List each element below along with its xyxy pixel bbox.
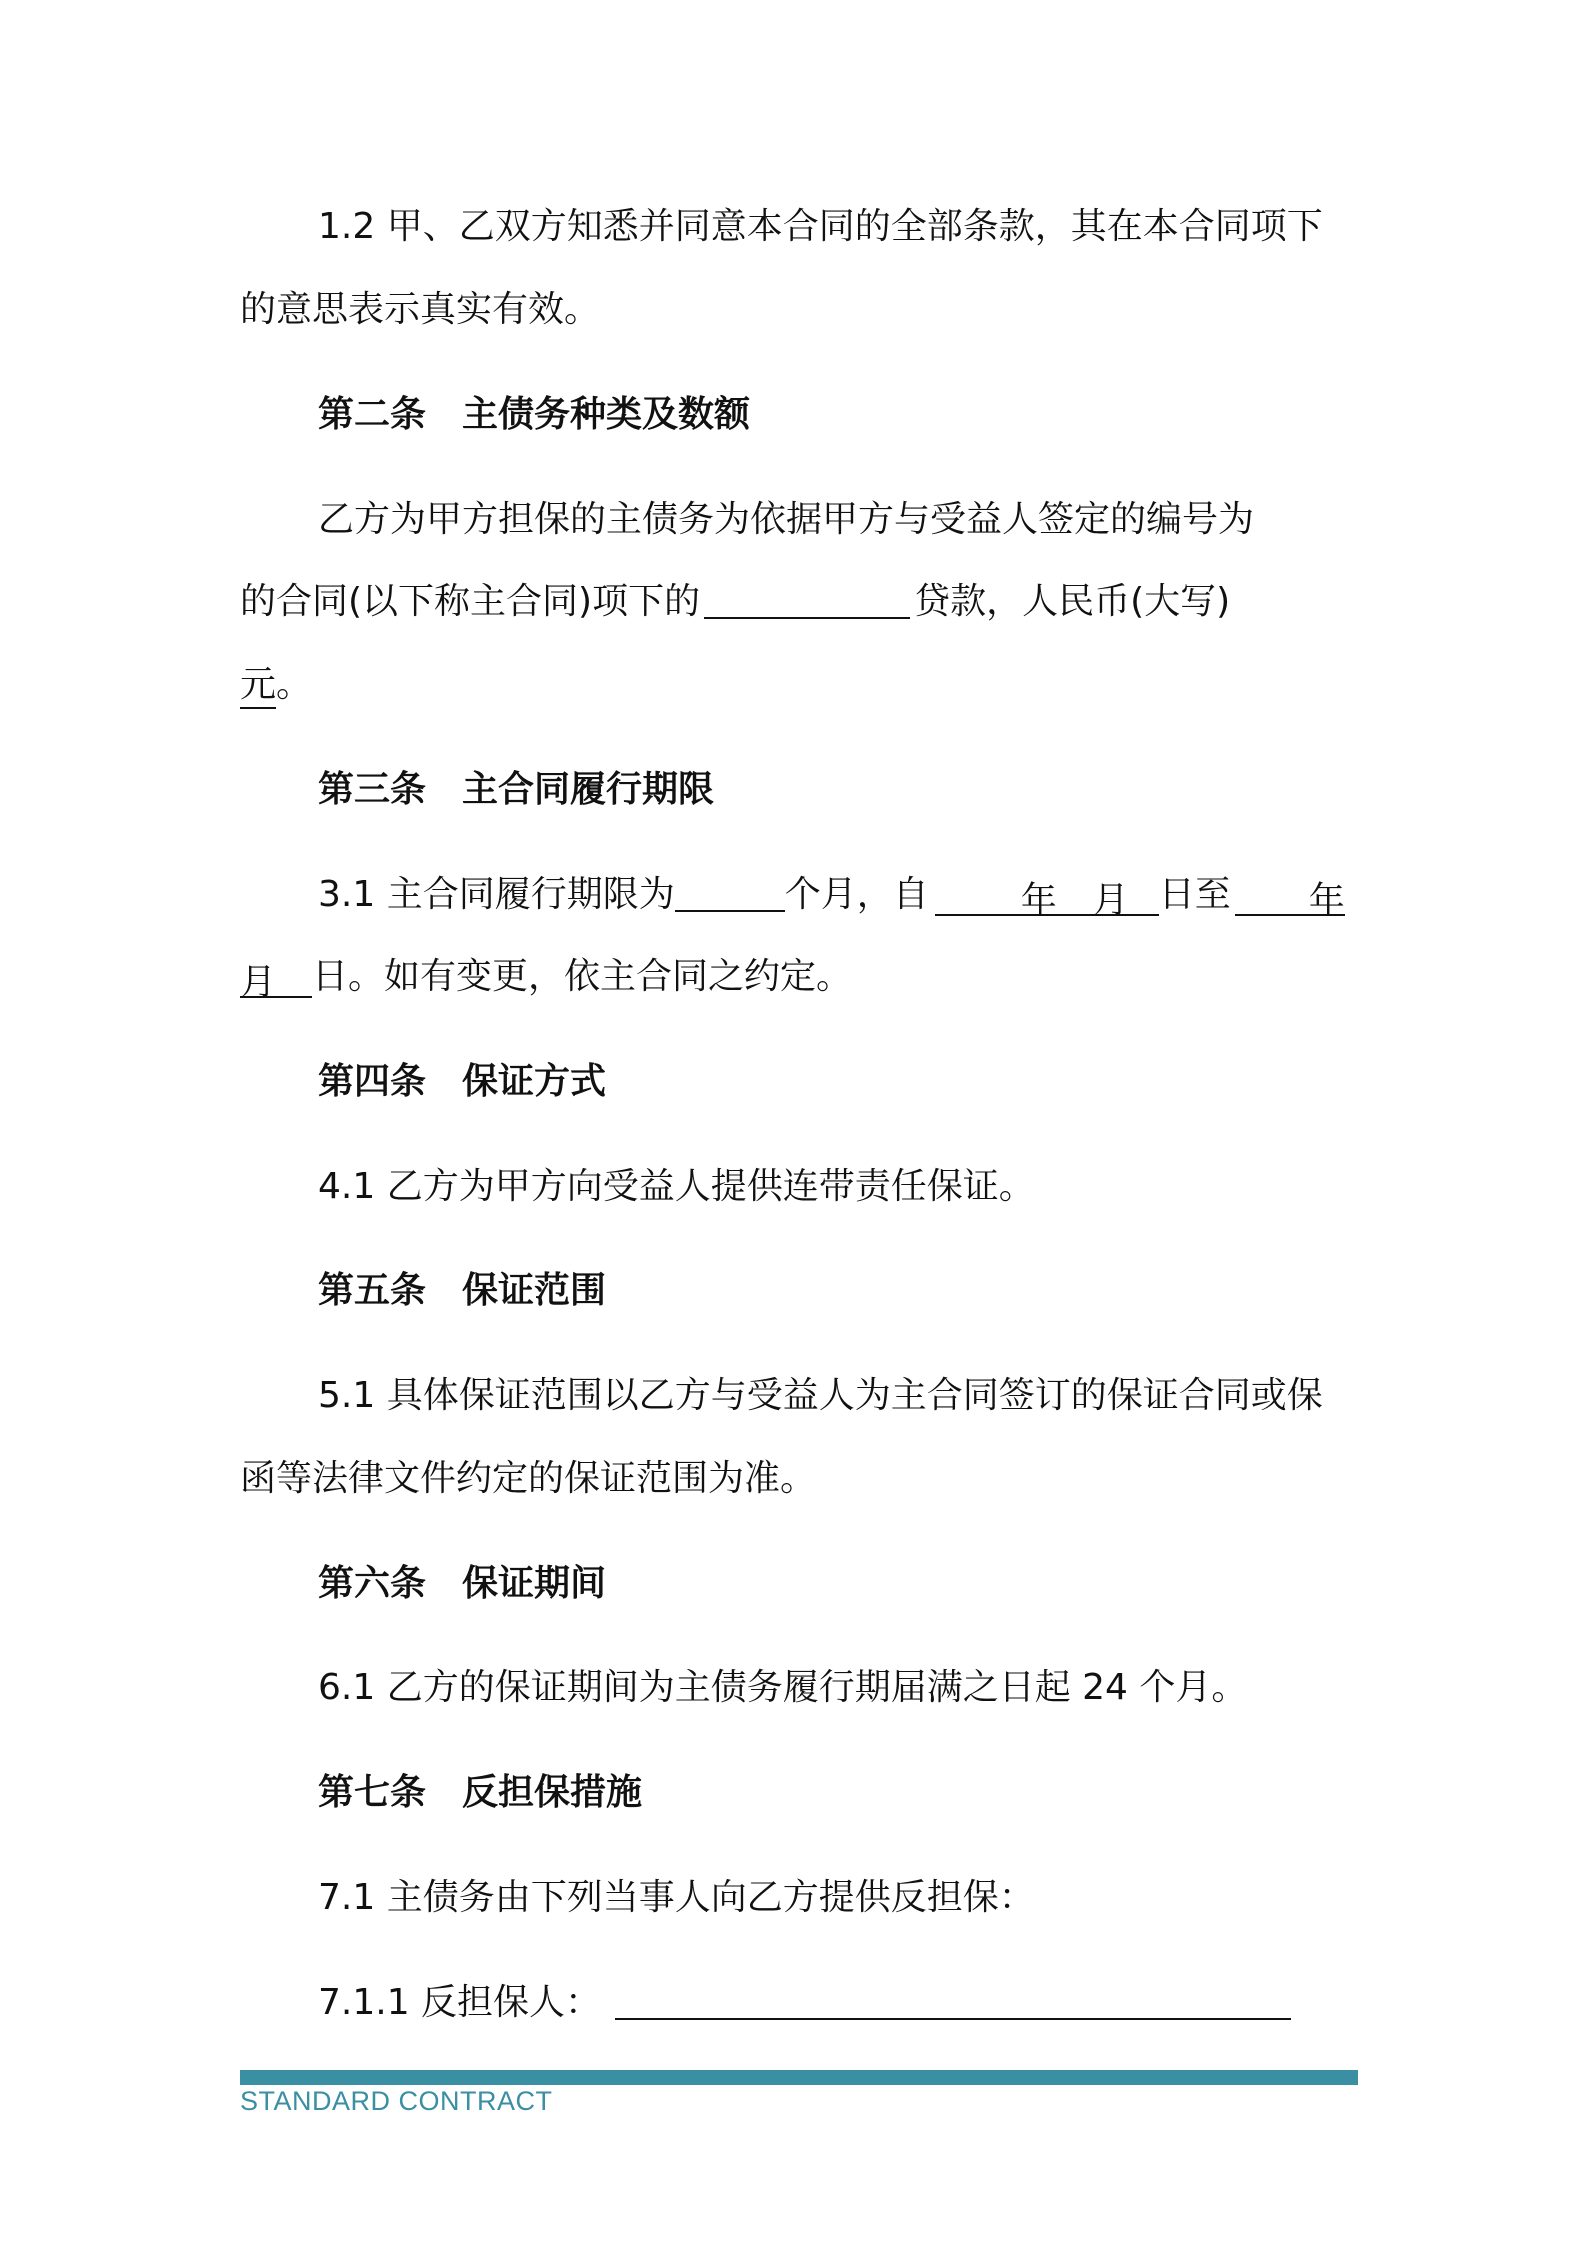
- clause-7-1-1: 7.1.1 反担保人：: [318, 1976, 1358, 2030]
- article-3-title: 主合同履行期限: [462, 769, 715, 810]
- article-2-heading: [318, 388, 1358, 442]
- clause-1-2-line-2: 的意思表示真实有效。: [240, 289, 601, 330]
- article-5-number: 第五条: [318, 1270, 427, 1311]
- clause-6-1: 6.1 乙方的保证期间为主债务履行期届满之日起 24 个月。: [318, 1667, 1248, 1708]
- article-2-number: 第二条: [318, 394, 427, 435]
- clause-4-1: 4.1 乙方为甲方向受益人提供连带责任保证。: [318, 1166, 1035, 1207]
- clause-5-1-line-1: 5.1 具体保证范围以乙方与受益人为主合同签订的保证合同或保: [318, 1375, 1323, 1416]
- article-6-number: 第六条: [318, 1563, 427, 1604]
- article-2-line-2: 的合同(以下称主合同)项下的 贷款，人民币(大写): [240, 575, 1358, 629]
- article-5-title: 保证范围: [462, 1270, 607, 1311]
- clause-5-1-line-2: 函等法律文件约定的保证范围为准。: [240, 1458, 817, 1499]
- clause-3-1-line-1: 3.1 主合同履行期限为 个月，自 年 月 日至 年: [318, 868, 1358, 922]
- article-3-number: 第三条: [318, 769, 427, 810]
- article-5-heading: [318, 1264, 1358, 1318]
- article-7-title: 反担保措施: [462, 1772, 643, 1813]
- start-date-blank[interactable]: 年 月: [935, 874, 1159, 916]
- end-month-blank[interactable]: 月: [240, 956, 312, 998]
- amount-blank[interactable]: 元: [240, 664, 276, 709]
- article-3-heading: [318, 763, 1358, 817]
- months-blank[interactable]: [675, 870, 785, 912]
- article-2-line-1: 乙方为甲方担保的主债务为依据甲方与受益人签定的编号为: [318, 499, 1255, 540]
- article-6-title: 保证期间: [462, 1563, 607, 1604]
- counter-guarantor-blank[interactable]: [615, 1978, 1291, 2020]
- clause-1-2-line-1: 1.2 甲、乙双方知悉并同意本合同的全部条款，其在本合同项下: [318, 206, 1323, 247]
- article-4-title: 保证方式: [462, 1061, 607, 1102]
- article-2-title: 主债务种类及数额: [462, 394, 751, 435]
- footer-divider: [240, 2070, 1358, 2085]
- loan-type-blank[interactable]: [704, 577, 910, 619]
- article-4-heading: [318, 1055, 1358, 1109]
- article-4-number: 第四条: [318, 1061, 427, 1102]
- clause-7-1: 7.1 主债务由下列当事人向乙方提供反担保：: [318, 1877, 1035, 1918]
- clause-3-1-line-2: 月 日。如有变更，依主合同之约定。: [240, 956, 853, 1003]
- article-7-heading: [318, 1766, 1358, 1820]
- article-6-heading: [318, 1557, 1358, 1611]
- article-2-line-3: 元。: [240, 658, 1358, 712]
- end-year-blank[interactable]: 年: [1235, 874, 1345, 916]
- footer-label: STANDARD CONTRACT: [240, 2086, 553, 2116]
- article-7-number: 第七条: [318, 1772, 427, 1813]
